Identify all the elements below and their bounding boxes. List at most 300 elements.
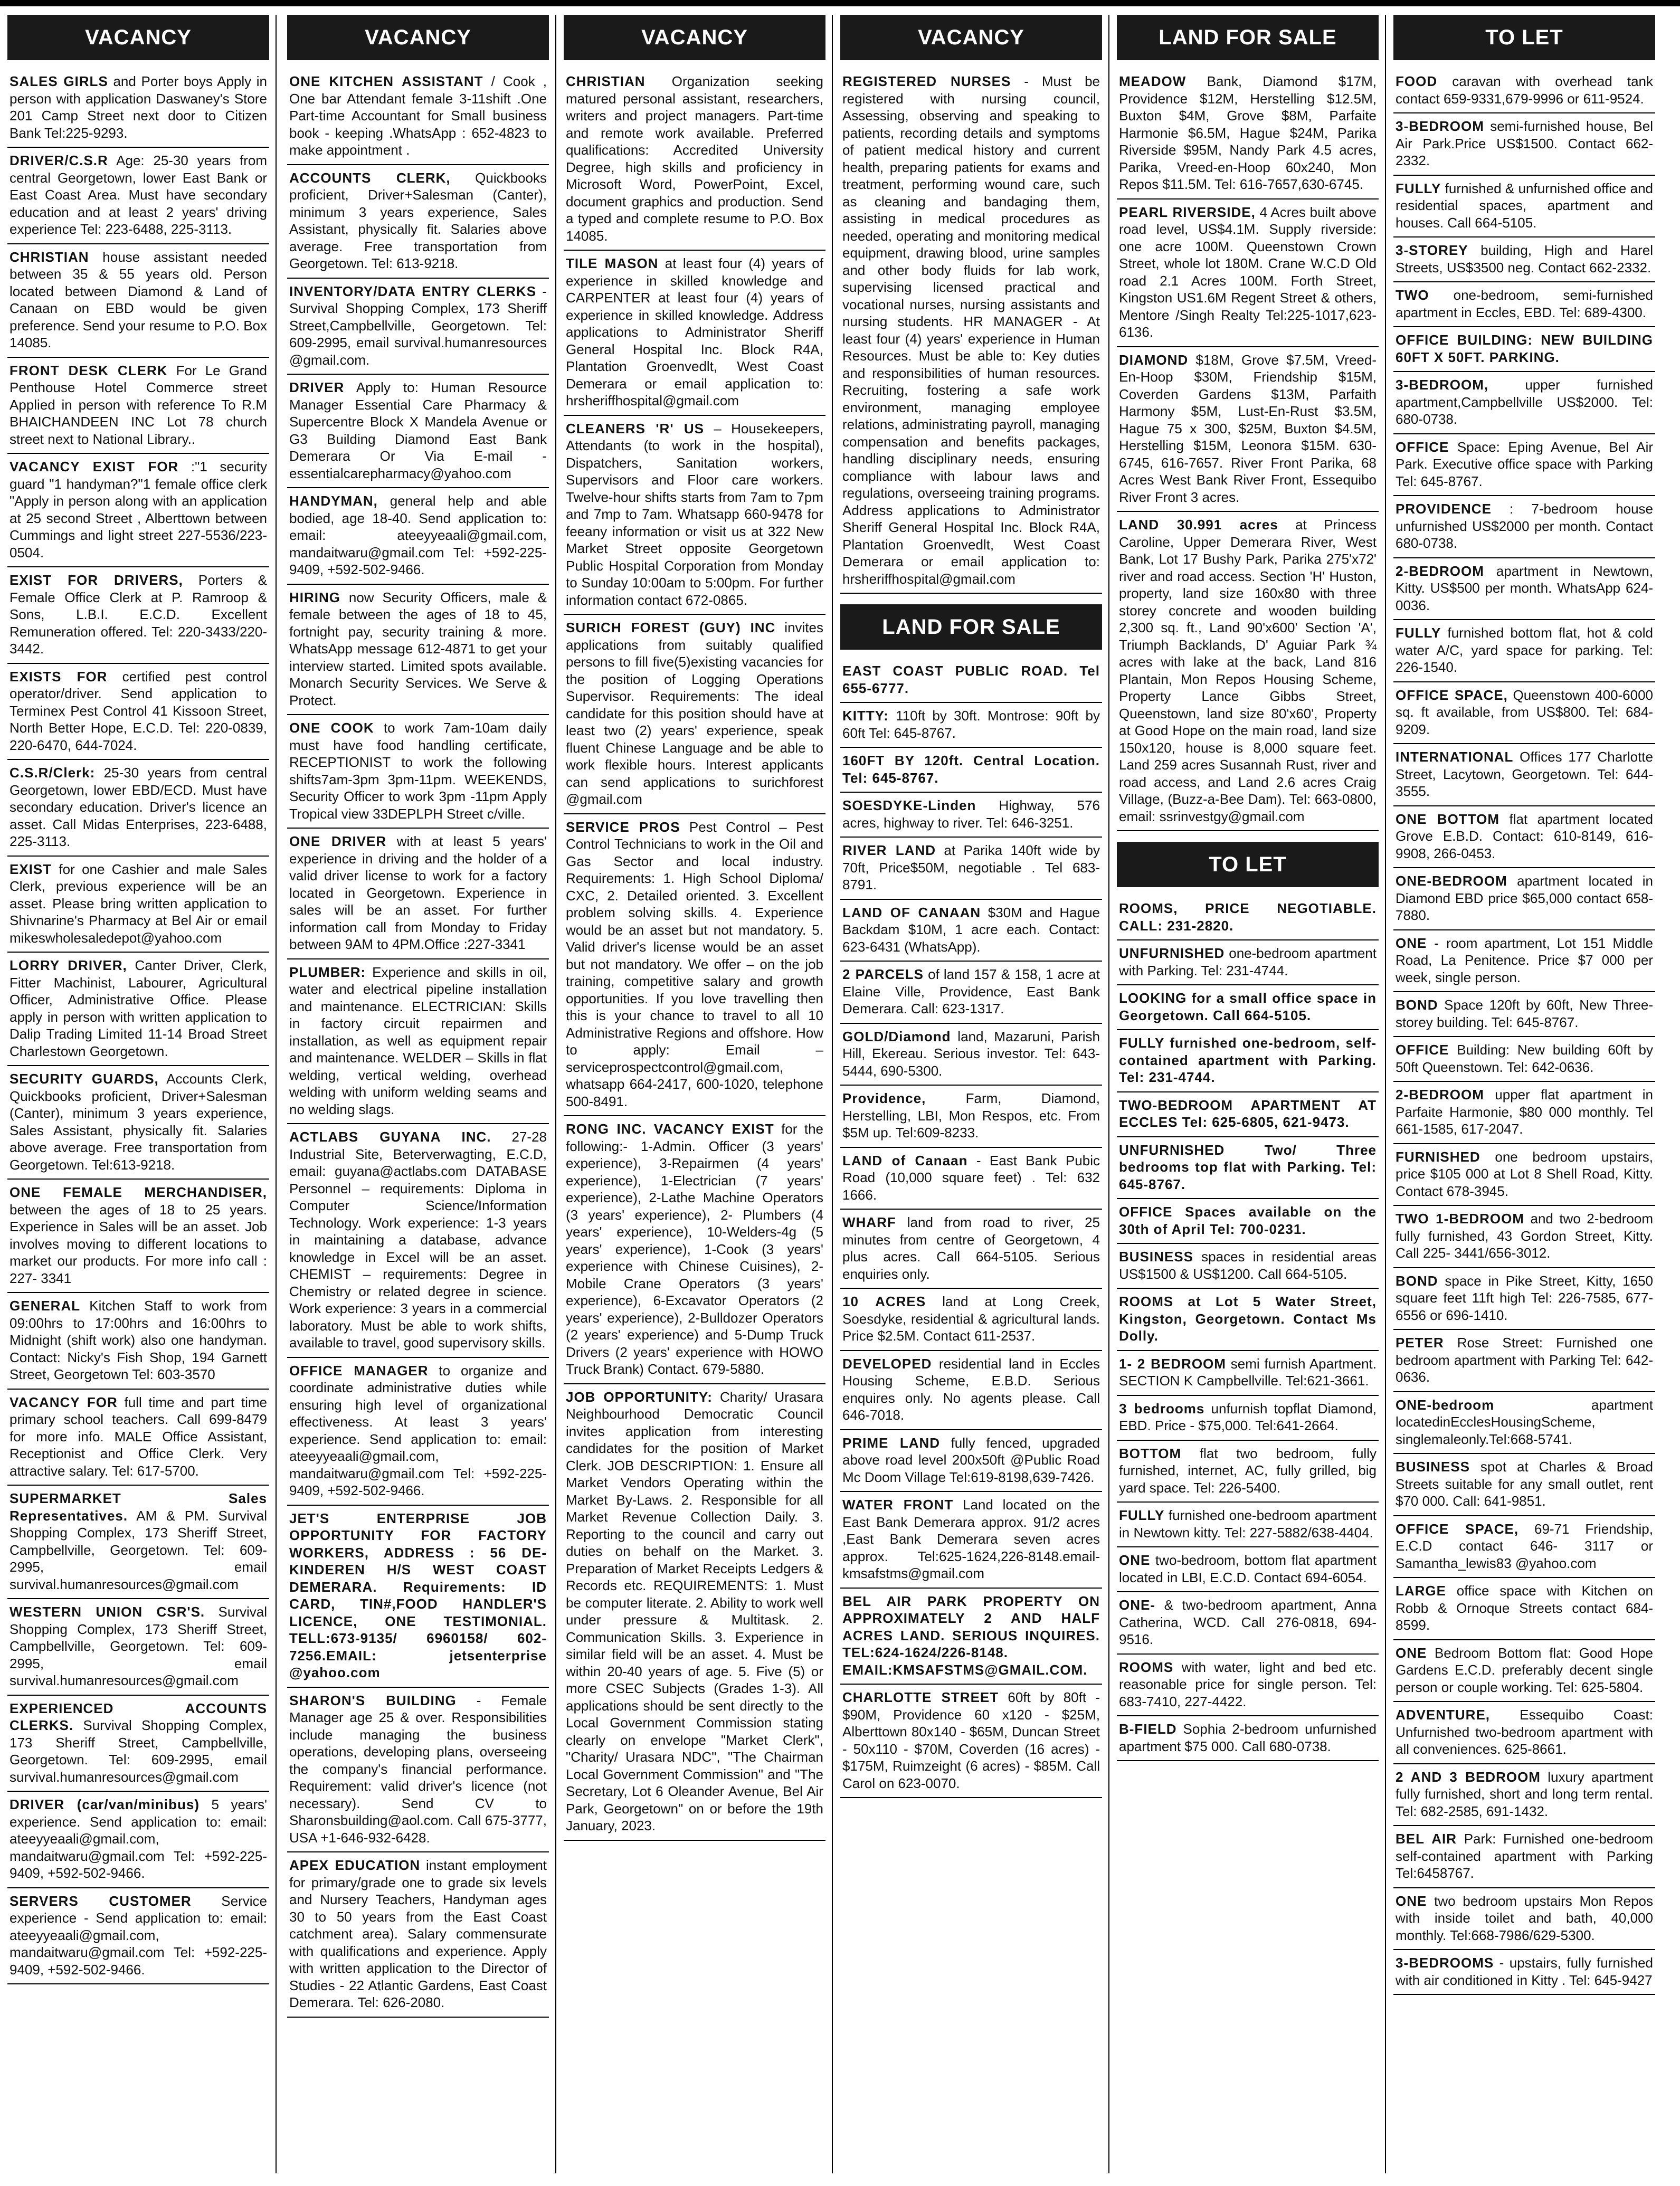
ad-body: - Must be registered with nursing council, Assessing, observing and speaking to patients, recording details and symptoms of patient medical history and current health, preparing patients for exams and treatment, performing wound care, such as cleaning and bandaging them, assisting in medical procedures as needed, operating and monitoring medical equipment, drawing blood, urine samples and other body fluids for lab work, supervising licensed practical and vocational nurses, nursing assistants and nursing students. HR MANAGER - At least four (4) years' experience in Human Resources. Must be able to: Key duties and responsibilities of human resources. Recruiting, fostering a safe work environment, managing employee relations, administrating payroll, managing compensation and benefits packages, handling disciplinary needs, ensuring compliance with labour laws and regulations, overseeing training programs. Address applications to Administrator Sheriff General Hospital Inc. Block R4A, Plantation Groenvedlt, West Coast Demerara or email application to: hrsheriffhospital@gmail.com xyxy=(842,73,1100,587)
ad-body: Survival Shopping Complex, 173 Sheriff Street, Campbellville, Georgetown. Tel: 609-2995, email survival.humanresources@gmail.com xyxy=(10,1604,267,1688)
section-header: TO LET xyxy=(1117,842,1379,887)
ad-lead: 3-BEDROOM, xyxy=(1396,377,1489,393)
ad-lead: WATER FRONT xyxy=(842,1497,954,1513)
ad-lead: OFFICE xyxy=(1396,439,1449,455)
ad-body: For Le Grand Penthouse Hotel Commerce street Applied in person with reference To R.M BHAICHANDEEN INC Lot 78 church street next to National Library.. xyxy=(10,362,267,447)
ad-lead: FURNISHED xyxy=(1396,1148,1480,1165)
classified-ad xyxy=(1393,496,1655,558)
classified-ad xyxy=(1117,1030,1379,1092)
ad-body: for one Cashier and male Sales Clerk, previous experience will be an asset. Please bring written application to Shivnarine's Pharmacy at Bel Air or email mikeswholesaledepot@yahoo.com xyxy=(10,861,267,946)
ad-lead: OFFICE SPACE, xyxy=(1396,687,1508,703)
ad-body: at least four (4) years of experience in skilled knowledge and CARPENTER at least four (4) years of experience in skilled knowledge. Address applications to Administrator Sheriff General Hospital Inc. Block R4A, Plantation Groenvedlt, West Coast Demerara or email application to: hrsheriffhospital@gmail.com xyxy=(566,255,823,408)
classified-ad xyxy=(7,1486,269,1599)
classified-ad xyxy=(840,1492,1102,1589)
ad-body: Queenstown 400-6000 sq. ft available, from US$800. Tel: 684-9209. xyxy=(1396,687,1653,737)
column-6 xyxy=(1393,15,1655,2173)
section-header: VACANCY xyxy=(287,15,549,60)
classified-ad xyxy=(1117,1137,1379,1200)
ad-lead: ONE BOTTOM xyxy=(1396,811,1499,827)
classified-ad xyxy=(7,358,269,454)
ad-body: of land 157 & 158, 1 acre at Elaine Ville, Providence, East Bank Demerara. Call: 623-1317. xyxy=(842,966,1100,1016)
classified-ad xyxy=(287,279,549,375)
ad-lead: PETER xyxy=(1396,1335,1444,1351)
column-rule xyxy=(555,15,556,2173)
ad-lead: FRONT DESK CLERK xyxy=(10,362,168,378)
classified-ad xyxy=(564,1384,825,1841)
ad-lead: PRIME LAND xyxy=(842,1434,941,1451)
classified-ad xyxy=(1393,620,1655,682)
classified-ad xyxy=(1393,682,1655,745)
classified-ad xyxy=(7,760,269,857)
ad-body: furnished & unfurnished office and residential spaces, apartment and houses. Call 664-5105. xyxy=(1396,180,1653,231)
ad-lead: BOND xyxy=(1396,997,1438,1013)
ad-body: land from road to river, 25 minutes from centre of Georgetown, 4 plus acres. Call 664-5105. Serious enquiries only. xyxy=(842,1214,1100,1282)
ad-lead: EXPERIENCED ACCOUNTS CLERKS. xyxy=(10,1700,267,1733)
ad-lead: DEVELOPED xyxy=(842,1355,932,1372)
ad-body: with water, light and bed etc. reasonable price for single person. Tel: 683-7410, 227-4422. xyxy=(1119,1659,1377,1709)
ad-body: to organize and coordinate administrative duties while ensuring high level of organizational effectiveness. At least 3 years' experience. Send application to: email: ateeyyeaali@gmail.com, mandaitwaru@gmail.com Tel: +592-225-9409, +592-502-9466. xyxy=(289,1362,547,1498)
classified-ad xyxy=(1393,1454,1655,1516)
ad-body: space in Pike Street, Kitty, 1650 square feet 11ft high Tel: 226-7585, 677-6556 or 696-1410. xyxy=(1396,1272,1653,1323)
ad-lead: ONE xyxy=(1396,1893,1427,1909)
ad-lead: CHRISTIAN xyxy=(10,249,89,265)
classified-ad xyxy=(287,1358,549,1506)
classified-ad xyxy=(287,959,549,1125)
ad-lead: 3 bedrooms xyxy=(1119,1400,1205,1417)
column-3 xyxy=(564,15,825,2173)
ad-lead: SUPERMARKET Sales Representatives. xyxy=(10,1490,267,1524)
ad-body: Land located on the East Bank Demerara approx. 91/2 acres ,East Bank Demerara seven acres approx. Tel:625-1624,226-8148.email-kmsafstms@gmail.com xyxy=(842,1497,1100,1581)
ad-lead: 160FT BY 120ft. Central Location. Tel: 645-8767. xyxy=(842,753,1100,786)
ad-lead: OFFICE BUILDING: NEW BUILDING 60FT X 50FT. PARKING. xyxy=(1396,332,1653,365)
ad-body: upper furnished apartment,Campbellville US$2000. Tel: 680-0738. xyxy=(1396,377,1653,427)
ad-body: land, Mazaruni, Parish Hill, Ekereau. Serious investor. Tel: 643-5444, 690-5300. xyxy=(842,1028,1100,1079)
ad-body: Kitchen Staff to work from 09:00hrs to 17:00hrs and 16:00hrs to Midnight (shift work) also one handyman. Contact: Nicky's Fish Shop, 194 Garnett Street, Georgetown Tel: 603-3570 xyxy=(10,1298,267,1382)
classified-ad xyxy=(840,1086,1102,1148)
ad-lead: DRIVER xyxy=(289,379,345,395)
classified-ad xyxy=(1117,69,1379,199)
ad-lead: 2-BEDROOM xyxy=(1396,563,1484,579)
ad-lead: VACANCY FOR xyxy=(10,1394,118,1410)
ad-lead: ONE xyxy=(1396,1645,1427,1661)
classified-ad xyxy=(287,1506,549,1688)
classified-ad xyxy=(7,244,269,358)
classified-ad xyxy=(564,416,825,615)
ad-lead: SURICH FOREST (GUY) INC xyxy=(566,620,776,635)
classified-ad xyxy=(1393,868,1655,930)
classified-ad xyxy=(7,1390,269,1486)
classified-ad xyxy=(1117,1547,1379,1592)
classified-ad xyxy=(1393,1082,1655,1144)
ad-lead: HANDYMAN, xyxy=(289,493,378,509)
classified-ad xyxy=(1117,1289,1379,1351)
ad-body: 60ft by 80ft - $90M, Providence 60 x120 - $25M, Alberttown 80x140 - $65M, Duncan Street - 50x110 - $70M, Coverden (16 acres) - $175M, Ruimzeight (6 acres) - $85M. Call Carol on 623-0070. xyxy=(842,1689,1100,1791)
ad-lead: ADVENTURE, xyxy=(1396,1707,1491,1723)
section-header: LAND FOR SALE xyxy=(1117,15,1379,60)
ad-body: certified pest control operator/driver. Send application to Terminex Pest Control 41 Kissoon Street, North Better Hope, E.C.D. Tel: 220-0839, 220-6470, 644-7024. xyxy=(10,668,268,753)
ad-body: 110ft by 30ft. Montrose: 90ft by 60ft Tel: 645-8767. xyxy=(842,708,1100,741)
ad-lead: FULLY furnished one-bedroom, self-contained apartment with Parking. Tel: 231-4744. xyxy=(1119,1035,1377,1085)
ad-body: Quickbooks proficient, Driver+Salesman (Canter), minimum 3 years experience, Sales Assistant, physically fit. Salaries above average. Free transportation from Georgetown. Tel: 613-9218. xyxy=(289,169,547,271)
ad-body: / Cook , One bar Attendant female 3-11shift .One Part-time Accountant for Small business book - keeping .WhatsApp : 652-4823 to make appointment . xyxy=(289,73,547,158)
ad-lead: OFFICE xyxy=(1396,1042,1449,1058)
classified-ad xyxy=(1117,1716,1379,1761)
ad-lead: ONE - xyxy=(1396,935,1440,951)
classified-ad xyxy=(840,69,1102,594)
ad-body: one bedroom upstairs, price $105 000 at Lot 8 Shell Road, Kitty. Contact 678-3945. xyxy=(1396,1148,1653,1199)
ad-lead: LAND OF CANAAN xyxy=(842,904,981,920)
ad-lead: GOLD/Diamond xyxy=(842,1028,951,1044)
classified-ad xyxy=(1117,1655,1379,1717)
ad-lead: MEADOW xyxy=(1119,73,1187,89)
ad-lead: TILE MASON xyxy=(566,255,659,271)
ad-lead: BUSINESS xyxy=(1396,1459,1470,1475)
ad-lead: TWO-BEDROOM APARTMENT AT ECCLES Tel: 625-6805, 621-9473. xyxy=(1119,1097,1377,1130)
ad-lead: CHARLOTTE STREET xyxy=(842,1689,999,1705)
ad-body: Sophia 2-bedroom unfurnished apartment $75 000. Call 680-0738. xyxy=(1119,1721,1377,1754)
ad-body: land at Long Creek, Soesdyke, residential & agricultural lands. Price $2.5M. Contact 611-2537. xyxy=(842,1294,1100,1344)
ad-lead: 3-STOREY xyxy=(1396,242,1468,258)
ad-body: Experience and skills in oil, water and electrical pipeline installation and maintenance. ELECTRICIAN: Skills in factory circuit repairmen and installation, as well as equipment repair and maintenance. WELDER – Skills in flat welding, vertical welding, overhead welding with uniform welding seams and no welding slags. xyxy=(289,964,547,1117)
classified-ad xyxy=(564,69,825,251)
classified-ad xyxy=(287,375,549,488)
ad-lead: ONE-BEDROOM xyxy=(1396,873,1507,889)
classified-ad xyxy=(1393,1330,1655,1392)
ad-lead: DIAMOND xyxy=(1119,351,1189,368)
ad-body: Essequibo Coast: Unfurnished two-bedroom apartment with all conveniences. 625-8661. xyxy=(1396,1707,1653,1757)
ad-lead: FOOD xyxy=(1396,73,1438,89)
ad-body: 25-30 years from central Georgetown, lower EBD/ECD. Must have secondary education. Driver's licence an asset. Call Midas Enterprises, 223-6488, 225-3113. xyxy=(10,765,267,849)
ad-body: Space: Eping Avenue, Bel Air Park. Executive office space with Parking Tel: 645-8767. xyxy=(1396,439,1653,489)
ad-body: Age: 25-30 years from central Georgetown, lower East Bank or East Coast Area. Must have secondary education and at least 2 years' driving experience Tel: 223-6488, 225-3113. xyxy=(10,153,267,237)
ad-lead: ONE xyxy=(1119,1552,1151,1568)
classified-ad xyxy=(1393,558,1655,621)
classified-ad xyxy=(7,454,269,567)
ad-lead: EAST COAST PUBLIC ROAD. Tel 655-6777. xyxy=(842,663,1100,696)
classified-ad xyxy=(564,251,825,416)
classified-ad xyxy=(1393,113,1655,176)
classified-ad xyxy=(1393,327,1655,372)
ad-body: Building: New building 60ft by 50ft Queenstown. Tel: 642-0636. xyxy=(1396,1042,1653,1075)
classified-ad xyxy=(1393,237,1655,282)
ad-body: between the ages of 18 to 25 years. Experience in Sales will be an asset. Job involves moving to different locations to market our products. For more info call : 227- 3341 xyxy=(10,1201,267,1286)
ad-body: $30M and Hague Backdam $10M, 1 acre each. Contact: 623-6431 (WhatsApp). xyxy=(842,904,1100,955)
classified-ad xyxy=(7,1792,269,1888)
column-rule xyxy=(1385,15,1386,2173)
ad-body: - Survival Shopping Complex, 173 Sheriff Street,Campbellville, Georgetown. Tel: 609-2995, email survival.humanresources @gmail.com. xyxy=(289,283,547,368)
classified-ad xyxy=(287,1688,549,1853)
ad-lead: HIRING xyxy=(289,589,340,605)
classified-ad xyxy=(1393,434,1655,497)
ad-body: 27-28 Industrial Site, Beterverwagting, E.C.D, email: guyana@actlabs.com DATABASE Personnel – requirements: Diploma in Computer Science/Information Technology. Work experience: 1-3 years in maintaining a database, advance knowledge in Excel will be an asset. CHEMIST – requirements: Degree in Chemistry or related degree in science. Work experience: 3 years in a commercial laboratory. Must be able to work shifts, available to travel, good supervisory skills. xyxy=(289,1129,547,1351)
ad-lead: GENERAL xyxy=(10,1298,81,1314)
column-2 xyxy=(287,15,549,2173)
ad-lead: SERVERS CUSTOMER xyxy=(10,1893,192,1909)
classified-ad xyxy=(1393,1516,1655,1579)
ad-lead: 10 ACRES xyxy=(842,1294,926,1309)
ad-body: unfurnish topflat Diamond, EBD. Price - $75,000. Tel:641-2664. xyxy=(1119,1400,1377,1433)
classified-ad xyxy=(7,857,269,953)
ad-body: Canter Driver, Clerk, Fitter Machinist, Labourer, Agricultural Officer, Administrative Office. Please apply in person with written application to Dalip Trading Limited 11-14 Broad Street Charlestown Georgetown. xyxy=(10,957,267,1059)
ad-lead: DRIVER/C.S.R xyxy=(10,153,108,168)
ad-body: furnished one-bedroom apartment in Newtown kitty. Tel: 227-5882/638-4404. xyxy=(1119,1507,1377,1541)
ad-lead: EXISTS FOR xyxy=(10,668,108,685)
ad-lead: OFFICE SPACE, xyxy=(1396,1520,1519,1537)
ad-lead: WESTERN UNION CSR'S. xyxy=(10,1604,205,1620)
ad-body: and Porter boys Apply in person with application Daswaney's Store 201 Camp Street next door to Citizen Bank Tel:225-9293. xyxy=(10,73,268,141)
ad-body: two bedroom upstairs Mon Repos with inside toilet and bath, 40,000 monthly. Tel:668-7986/629-5300. xyxy=(1396,1893,1653,1943)
classified-ad xyxy=(7,1599,269,1696)
ad-body: : 7-bedroom house unfurnished US$2000 per month. Contact 680-0738. xyxy=(1396,501,1653,551)
ad-lead: PLUMBER: xyxy=(289,964,366,980)
ad-lead: JOB OPPORTUNITY: xyxy=(566,1389,713,1405)
classified-ad xyxy=(1117,1244,1379,1289)
classified-ad xyxy=(840,1210,1102,1289)
ad-lead: BOTTOM xyxy=(1119,1445,1182,1461)
ad-body: 4 Acres built above road level, US$4.1M. Supply riverside: one acre 100M. Queenstown Crown Street, whole lot 180M. Crane W.C.D Old road 2.1 Acres 100M. Forth Street, Kingston US1.6M Regent Street & others, Mentore /Singh Realty Tel:225-1017,623-6136. xyxy=(1119,204,1377,340)
ad-body: Porters & Female Office Clerk at P. Ramroop & Sons, L.B.I. E.C.D. Excellent Remuneration offered. Tel: 220-3433/220-3442. xyxy=(10,572,268,657)
classified-ad xyxy=(1393,1764,1655,1827)
ad-lead: BOND xyxy=(1396,1272,1438,1289)
ad-lead: PEARL RIVERSIDE, xyxy=(1119,204,1256,220)
column-rule xyxy=(276,15,277,2173)
ad-body: Apply to: Human Resource Manager Essential Care Pharmacy & Supercentre Block X Mandela Avenue or G3 Building Diamond East Bank Demerara Or Via E-mail - essentialcarepharmacy@yahoo.com xyxy=(289,379,547,481)
ad-lead: UNFURNISHED Two/ Three bedrooms top flat with Parking. Tel: 645-8767. xyxy=(1119,1142,1377,1192)
classified-ad xyxy=(287,715,549,829)
ad-lead: FULLY xyxy=(1396,180,1441,196)
ad-body: Bank, Diamond $17M, Providence $12M, Herstelling $12.5M, Buxton $4M, Grove $8M, Parfaite Harmonie $6.5M, Hague $24M, Parika Riverside $95M, Nandy Park 4.5 acres, Parika, Vreed-en-Hoop 60x240, Mon Repos $11.5M. Tel: 616-7657,630-6745. xyxy=(1119,73,1377,192)
ad-lead: DRIVER (car/van/minibus) xyxy=(10,1797,200,1812)
ad-lead: ROOMS, PRICE NEGOTIABLE. CALL: 231-2820. xyxy=(1119,900,1377,934)
classified-ad xyxy=(1393,930,1655,993)
classified-ad xyxy=(840,1351,1102,1430)
ad-body: two-bedroom, bottom flat apartment located in LBI, E.C.D. Contact 694-6054. xyxy=(1119,1552,1377,1585)
ad-body: Pest Control – Pest Control Technicians to work in the Oil and Gas Sector and local industry. Requirements: 1. High School Diploma/ CXC, 2. Detailed oriented. 3. Excellent problem solving skills. 4. Experience would be an asset but not mandatory. 5. Valid driver's license would be an asset but not mandatory. We offer – on the job training, competitive salary and growth opportunities. If you love travelling then this is your chance to travel to all 10 Administrative Regions and offshore. How to apply: Email – serviceprospectcontrol@gmail.com, whatsapp 664-2417, 600-1020, telephone 500-8491. xyxy=(566,819,823,1109)
ad-body: 5 years' experience. Send application to: email: ateeyyeaali@gmail.com, mandaitwaru@gmail.com Tel: +592-225-9409, +592-502-9466. xyxy=(10,1797,268,1881)
ad-lead: RONG INC. VACANCY EXIST xyxy=(566,1121,774,1137)
classified-ad xyxy=(840,793,1102,838)
classified-ad xyxy=(7,69,269,148)
ad-lead: 3-BEDROOMS xyxy=(1396,1955,1494,1971)
ad-body: now Security Officers, male & female between the ages of 18 to 45, fortnight pay, security training & more. WhatsApp message 612-4871 to get your interview started. Limited spots available. Monarch Security Services. We Serve & Protect. xyxy=(289,589,547,708)
ad-lead: UNFURNISHED xyxy=(1119,945,1225,961)
ad-body: 69-71 Friendship, E.C.D contact 646- 3117 or Samantha_lewis83 @yahoo.com xyxy=(1396,1520,1653,1571)
ad-lead: OFFICE Spaces available on the 30th of April Tel: 700-0231. xyxy=(1119,1204,1377,1237)
classified-ad xyxy=(840,900,1102,962)
classified-ad xyxy=(7,148,269,244)
ad-body: upper flat apartment in Parfaite Harmonie, $80 000 monthly. Tel 661-1585, 617-2047. xyxy=(1396,1087,1653,1137)
ad-lead: 2 PARCELS xyxy=(842,966,924,982)
classified-ad xyxy=(1393,1144,1655,1206)
ad-body: invites applications from suitably qualified persons to fill five(5)existing vacancies for the position of Logging Operations Supervisor. Requirements: The ideal candidate for this position should have at least two (2) years' experience, speak fluent Chinese Language and be able to work flexible hours. Interest applicants can send applications to surichforest @gmail.com xyxy=(566,620,823,807)
ad-lead: ONE- xyxy=(1119,1597,1155,1613)
section-header: LAND FOR SALE xyxy=(840,604,1102,650)
ad-body: Organization seeking matured personal assistant, researchers, writers and project managers. Part-time and remote work available. Preferred qualifications: Accredited University Degree, high skills and proficiency in Microsoft Word, PowerPoint, Excel, document graphics and production. Send a typed and complete resume to P.O. Box 14085. xyxy=(566,73,823,244)
classified-ad xyxy=(840,1685,1102,1798)
classified-ad xyxy=(287,165,549,279)
classified-ad xyxy=(1393,1206,1655,1268)
ad-body: – Housekeepers, Attendants (to work in the hospital), Dispatchers, Sanitation workers, Supervisors and Floor care workers. Twelve-hour shifts starts from 7am to 7pm and 7mp to 7am. Whatsapp 660-9478 for feeany information or visit us at 322 New Market Street opposite Georgetown Public Hospital Corporation from Monday to Sunday 10:00am to 5:00pm. For further information contact 672-0865. xyxy=(566,420,823,608)
ad-body: building, High and Harel Streets, US$3500 neg. Contact 662-2332. xyxy=(1396,242,1653,275)
ad-lead: LORRY DRIVER, xyxy=(10,957,127,973)
classified-ad xyxy=(7,1180,269,1293)
ad-lead: ROOMS at Lot 5 Water Street, Kingston, Georgetown. Contact Ms Dolly. xyxy=(1119,1294,1377,1344)
classified-ad xyxy=(1117,1092,1379,1137)
column-rule xyxy=(832,15,833,2173)
classified-ad xyxy=(1117,896,1379,940)
classified-ad xyxy=(840,1024,1102,1086)
column-5 xyxy=(1117,15,1379,2173)
classified-ad xyxy=(840,748,1102,793)
section-header: VACANCY xyxy=(7,15,269,60)
ad-lead: Providence, xyxy=(842,1090,926,1106)
classified-ad xyxy=(840,1289,1102,1351)
ad-body: flat apartment located Grove E.B.D. Contact: 610-8149, 616-9908, 266-0453. xyxy=(1396,811,1653,861)
classified-ad xyxy=(840,1430,1102,1493)
ad-body: spaces in residential areas US$1500 & US$1200. Call 664-5105. xyxy=(1119,1249,1377,1282)
ad-body: Survival Shopping Complex, 173 Sheriff Street, Campbellville, Georgetown. Tel: 609-2995, email survival.humanresources@gmail.com xyxy=(10,1717,267,1785)
ad-lead: BUSINESS xyxy=(1119,1249,1193,1265)
classified-ad xyxy=(1393,1640,1655,1703)
top-rule xyxy=(0,0,1680,6)
classified-ad xyxy=(1393,1888,1655,1951)
classified-ad xyxy=(1393,1578,1655,1640)
classified-ad xyxy=(564,615,825,814)
ad-body: - Female Manager age 25 & over. Responsibilities include managing the business operations, developing plans, overseeing the company's financial performance. Requirement: valid driver's licence (not necessary). Send CV to Sharonsbuilding@aol.com. Call 675-3777, USA +1-646-932-6428. xyxy=(289,1692,547,1846)
ad-lead: LAND of Canaan xyxy=(842,1152,968,1168)
classified-ad xyxy=(1117,512,1379,831)
classified-ad xyxy=(840,703,1102,748)
ad-lead: ONE-bedroom xyxy=(1396,1396,1495,1413)
classified-ad xyxy=(287,1124,549,1358)
ad-body: at Parika 140ft wide by 70ft, Price$50M, negotiable . Tel 683-8791. xyxy=(842,842,1100,892)
section-header: VACANCY xyxy=(840,15,1102,60)
classified-ad xyxy=(564,1116,825,1384)
column-1 xyxy=(7,15,269,2173)
ad-body: to work 7am-10am daily must have food handling certificate, RECEPTIONIST to work the following shifts7am-3pm 3pm-11pm. WEEKENDS, Security Officer to work 3pm -11pm Apply Tropical view 33DEPLPH Street c/ville. xyxy=(289,720,547,822)
ad-lead: ROOMS xyxy=(1119,1659,1174,1675)
ad-body: house assistant needed between 35 & 55 years old. Person located between Diamond & Land of Canaan on EBD would be given preference. Send your resume to P.O. Box 14085. xyxy=(10,249,268,350)
ad-body: Farm, Diamond, Herstelling, LBI, Mon Respos, etc. From $5M up. Tel:609-8233. xyxy=(842,1090,1100,1140)
column-rule xyxy=(1108,15,1109,2173)
classified-ad xyxy=(1393,1268,1655,1330)
ad-body: flat two bedroom, fully furnished, internet, AC, fully grilled, big yard space. Tel: 226-5400. xyxy=(1119,1445,1377,1496)
ad-body: Space 120ft by 60ft, New Three-storey building. Tel: 645-8767. xyxy=(1396,997,1653,1030)
ad-lead: 1- 2 BEDROOM xyxy=(1119,1355,1226,1372)
ad-body: Offices 177 Charlotte Street, Lacytown, Georgetown. Tel: 644-3555. xyxy=(1396,749,1653,799)
classified-ad xyxy=(1393,282,1655,327)
classified-ad xyxy=(7,1696,269,1792)
classified-ad xyxy=(1393,1826,1655,1888)
ad-lead: EXIST FOR DRIVERS, xyxy=(10,572,183,588)
ad-body: room apartment, Lot 151 Middle Road, La Penitence. Price $7 000 per week, single person. xyxy=(1396,935,1653,985)
classified-ad xyxy=(1117,199,1379,347)
ad-lead: KITTY: xyxy=(842,708,889,724)
classified-ad xyxy=(564,814,825,1117)
ad-lead: EXIST xyxy=(10,861,52,877)
ad-body: AM & PM. Survival Shopping Complex, 173 Sheriff Street, Campbellville, Georgetown. Tel: 609-2995, email survival.humanresources@gmail.com xyxy=(10,1507,267,1592)
classified-ad xyxy=(1393,1702,1655,1764)
ad-lead: 2 AND 3 BEDROOM xyxy=(1396,1769,1541,1785)
ad-lead: APEX EDUCATION xyxy=(289,1857,421,1873)
ad-lead: ONE KITCHEN ASSISTANT xyxy=(289,73,483,89)
ad-lead: ACCOUNTS CLERK, xyxy=(289,169,451,186)
classified-ad xyxy=(1393,744,1655,806)
ad-body: $18M, Grove $7.5M, Vreed-En-Hoop $30M, Friendship $15M, Coverden Gardens $13M, Parfaith Harmony $5M, Lust-En-Rust $3.5M, Hague 75 x 300, $25M, Buxton $4.5M, Herstelling $15M, Leonora $15M. 630-6745, 616-7657. River Front Parika, 68 Acres West Bank River Front, Essequibo River Front 3 acres. xyxy=(1119,351,1377,505)
ad-lead: B-FIELD xyxy=(1119,1721,1177,1737)
ad-lead: REGISTERED NURSES xyxy=(842,73,1011,89)
ad-lead: PROVIDENCE xyxy=(1396,501,1492,517)
ad-body: Service experience - Send application to: email: ateeyyeaali@gmail.com, mandaitwaru@gmail.com Tel: +592-225-9409, +592-502-9466. xyxy=(10,1893,267,1978)
classified-ad xyxy=(1117,940,1379,985)
ad-lead: CLEANERS 'R' US xyxy=(566,420,704,436)
ad-body: office space with Kitchen on Robb & Ornoque Streets contact 684-8599. xyxy=(1396,1583,1653,1633)
classified-ad xyxy=(7,567,269,664)
ad-lead: TWO 1-BEDROOM xyxy=(1396,1211,1525,1227)
classified-ad xyxy=(287,585,549,716)
ad-body: apartment locatedinEcclesHousingScheme, singlemaleonly.Tel:668-5741. xyxy=(1396,1396,1653,1447)
ad-lead: ONE DRIVER xyxy=(289,833,387,849)
ad-lead: ONE COOK xyxy=(289,720,374,736)
ad-body: Park: Furnished one-bedroom self-contained apartment with Parking Tel:6458767. xyxy=(1396,1831,1653,1881)
ad-body: Bedroom Bottom flat: Good Hope Gardens E.C.D. preferably decent single person or couple working. Tel: 625-5804. xyxy=(1396,1645,1653,1695)
ad-lead: ACTLABS GUYANA INC. xyxy=(289,1129,491,1145)
classified-ad xyxy=(840,658,1102,703)
ad-lead: JET'S ENTERPRISE JOB OPPORTUNITY FOR FACTORY WORKERS, ADDRESS : 56 DE-KINDEREN H/S WEST COAST DEMERARA. Requirements: ID CARD, TIN#,FOOD HANDLER'S LICENCE, ONE TESTIMONIAL. TELL:673-9135/ 6960158/ 602-7256.EMAIL: jetsenterprise @yahoo.com xyxy=(289,1510,547,1680)
classified-ad xyxy=(287,69,549,165)
ad-lead: FULLY xyxy=(1396,625,1441,641)
ad-body: Highway, 576 acres, highway to river. Tel: 646-3251. xyxy=(842,797,1100,831)
classified-ad xyxy=(1393,176,1655,238)
ad-lead: SALES GIRLS xyxy=(10,73,108,89)
ad-lead: RIVER LAND xyxy=(842,842,936,858)
ad-body: one-bedroom apartment with Parking. Tel: 231-4744. xyxy=(1119,945,1377,978)
classified-ad xyxy=(1393,1037,1655,1082)
ad-lead: CHRISTIAN xyxy=(566,73,646,89)
ad-body: apartment in Newtown, Kitty. US$500 per month. WhatsApp 624-0036. xyxy=(1396,563,1653,613)
ad-lead: SECURITY GUARDS, xyxy=(10,1071,159,1087)
ad-lead: TWO xyxy=(1396,287,1429,303)
ad-body: and two 2-bedroom fully furnished, 43 Gordon Street, Kitty. Call 225- 3441/656-3012. xyxy=(1396,1211,1653,1261)
ad-body: general help and able bodied, age 18-40. Send application to: email: ateeyyeaali@gmail.com, mandaitwaru@gmail.com Tel: +592-225-9409, +592-502-9466. xyxy=(289,493,547,577)
ad-body: for the following:- 1-Admin. Officer (3 years' experience), 3-Repairmen (4 years' experience), 1-Electrician (7 years' experience), 2-Lathe Machine Operators (3 years' experience), 2- Plumbers (4 years' experience), 10-Welders-4g (5 years' experience), 1-Cook (3 years' experience with Chinese Cuisines), 2-Mobile Crane Operators (3 years' experience), 6-Excavator Operators (2 years' experience), 2-Bulldozer Operators (2 years' experience) and 5-Dump Truck Drivers (2 years' experience with HOWO Truck Brank) Contact. 679-5880. xyxy=(566,1121,823,1377)
ad-body: luxury apartment fully furnished, short and long term rental. Tel: 682-2585, 691-1432. xyxy=(1396,1769,1653,1819)
classified-ad xyxy=(1117,1441,1379,1503)
ad-lead: SERVICE PROS xyxy=(566,819,680,835)
classified-ad xyxy=(1117,1396,1379,1441)
classified-ad xyxy=(1393,372,1655,434)
classified-ad xyxy=(840,1589,1102,1685)
classified-ad xyxy=(1393,69,1655,113)
classified-ad xyxy=(7,664,269,761)
ad-body: :"1 security guard "1 handyman?"1 female office clerk "Apply in person along with an application at 25 second Street , Alberttown between Cummings and light street 227-5536/223-0504. xyxy=(10,459,267,560)
ad-lead: 3-BEDROOM xyxy=(1396,118,1484,134)
classified-ad xyxy=(7,1066,269,1180)
section-header: TO LET xyxy=(1393,15,1655,60)
ad-body: furnished bottom flat, hot & cold water A/C, yard space for parking. Tel: 226-1540. xyxy=(1396,625,1653,675)
ad-body: semi-furnished house, Bel Air Park.Price US$1500. Contact 662-2332. xyxy=(1396,118,1653,168)
ad-lead: SOESDYKE-Linden xyxy=(842,797,976,813)
ad-lead: 2-BEDROOM xyxy=(1396,1087,1484,1102)
classified-ad xyxy=(1393,1392,1655,1455)
classified-ad xyxy=(1117,1503,1379,1547)
classified-ad xyxy=(1117,985,1379,1030)
ad-body: Accounts Clerk, Quickbooks proficient, Driver+Salesman (Canter), minimum 3 years experience, Sales Assistant, physically fit. Salaries above average. Free transportation from Georgetown. Tel:613-9218. xyxy=(10,1071,268,1173)
classified-ad xyxy=(1117,1592,1379,1655)
ad-lead: WHARF xyxy=(842,1214,896,1230)
classified-ad xyxy=(7,953,269,1066)
ad-lead: SHARON'S BUILDING xyxy=(289,1692,457,1708)
